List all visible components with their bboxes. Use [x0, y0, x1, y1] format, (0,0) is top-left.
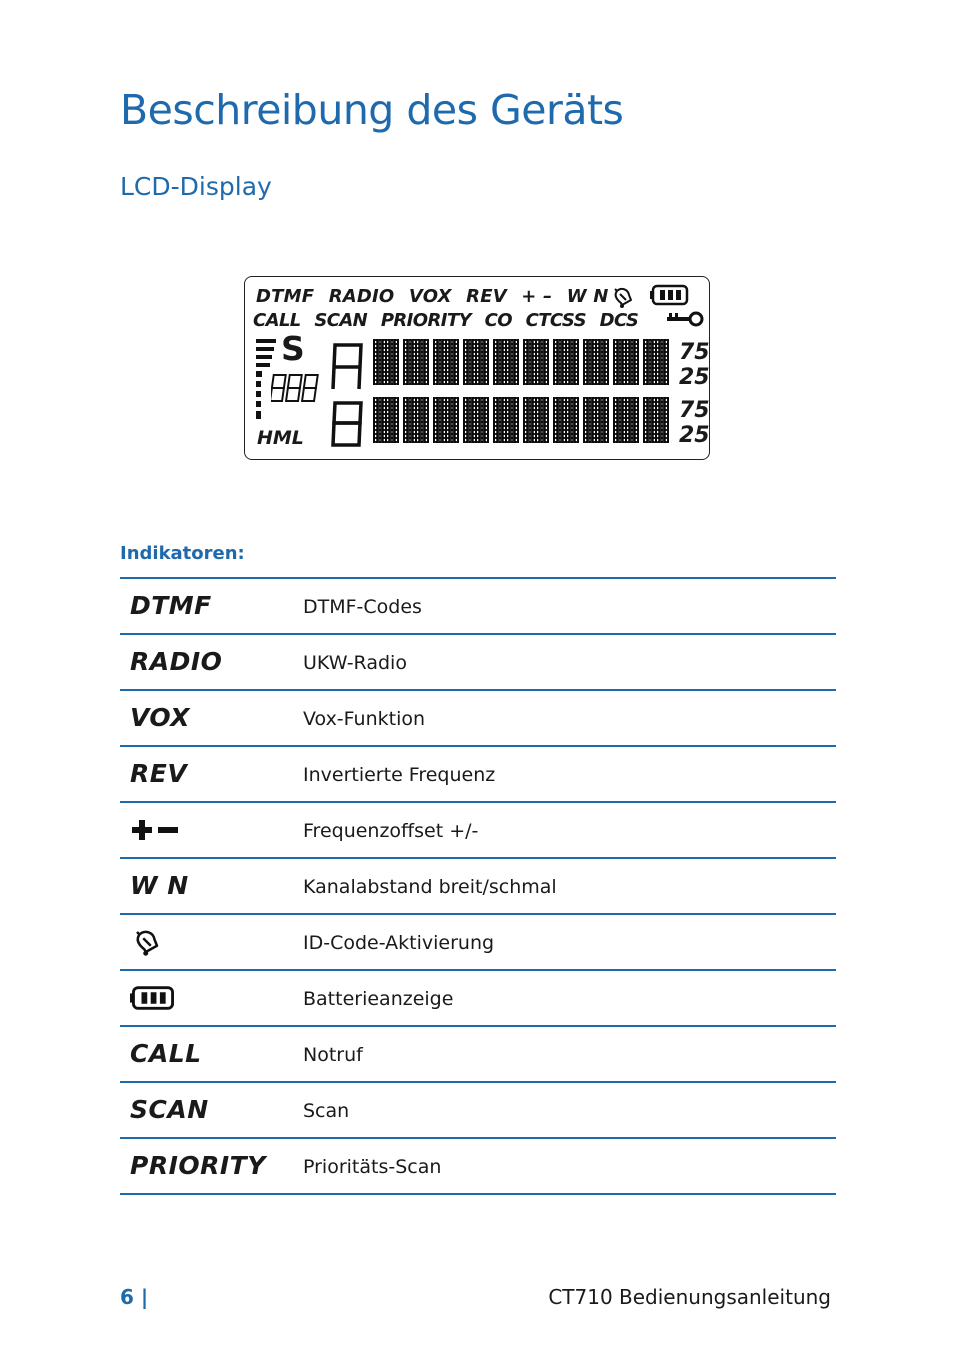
lcd-ctcss-label: CTCSS — [525, 310, 586, 331]
indicator-description: Notruf — [303, 1044, 363, 1066]
indicator-symbol: W N — [130, 871, 189, 900]
table-row — [120, 969, 836, 1025]
channel-digits-icon — [271, 373, 321, 405]
lcd-display-illustration — [244, 276, 710, 460]
table-row — [120, 1081, 836, 1137]
indicator-description: ID-Code-Aktivierung — [303, 932, 495, 954]
indicator-description: Batterieanzeige — [303, 988, 454, 1010]
indicator-description: Prioritäts-Scan — [303, 1156, 442, 1178]
table-row — [120, 745, 836, 801]
table-row — [120, 801, 836, 857]
lcd-row-top — [256, 286, 617, 307]
indicator-table — [120, 577, 836, 1195]
lcd-scan-label: SCAN — [314, 310, 368, 331]
lcd-dtmf-label: DTMF — [256, 286, 315, 307]
lcd-plus-minus-label: + – — [521, 286, 553, 307]
lcd-step-b-top: 75 — [679, 398, 710, 423]
lcd-wn-label: W N — [566, 286, 609, 307]
indicator-symbol: RADIO — [130, 647, 223, 676]
table-row — [120, 689, 836, 745]
bell-icon — [611, 285, 635, 309]
battery-icon — [130, 985, 176, 1011]
vfo-b-indicator-icon — [327, 397, 367, 451]
table-row — [120, 1137, 836, 1195]
page-number: 6 | — [120, 1285, 149, 1309]
indicator-symbol: CALL — [130, 1039, 202, 1068]
plus-minus-icon — [130, 816, 180, 844]
indicator-description: UKW-Radio — [303, 652, 407, 674]
lcd-s-label: S — [281, 329, 305, 368]
indicator-description: Kanalabstand breit/schmal — [303, 876, 557, 898]
page-title: Beschreibung des Geräts — [120, 86, 624, 134]
table-row — [120, 913, 836, 969]
indicator-description: Scan — [303, 1100, 350, 1122]
lcd-rev-label: REV — [466, 286, 507, 307]
lcd-co-label: CO — [484, 310, 512, 331]
lcd-step-b-bottom: 25 — [679, 423, 710, 448]
indicator-symbol: PRIORITY — [130, 1151, 266, 1180]
battery-icon — [650, 284, 690, 306]
bell-icon — [130, 927, 164, 957]
lcd-step-a-bottom: 25 — [679, 365, 710, 390]
table-row — [120, 857, 836, 913]
indicator-description: Frequenzoffset +/- — [303, 820, 479, 842]
indicator-symbol: VOX — [130, 703, 191, 732]
lcd-row-second — [253, 310, 646, 331]
table-row — [120, 633, 836, 689]
lcd-power-level-label: HML — [257, 427, 304, 449]
indicators-heading: Indikatoren: — [120, 543, 245, 564]
indicator-description: Vox-Funktion — [303, 708, 426, 730]
table-row — [120, 577, 836, 633]
table-row — [120, 1025, 836, 1081]
lcd-call-label: CALL — [253, 310, 301, 331]
lcd-priority-label: PRIORITY — [380, 310, 471, 331]
indicator-symbol: DTMF — [130, 591, 212, 620]
lcd-dcs-label: DCS — [599, 310, 639, 331]
indicator-description: DTMF-Codes — [303, 596, 422, 618]
indicator-symbol: SCAN — [130, 1095, 209, 1124]
vfo-a-indicator-icon — [327, 339, 367, 393]
section-title-lcd-display: LCD-Display — [120, 172, 272, 201]
indicator-symbol: REV — [130, 759, 188, 788]
footer-document-title: CT710 Bedienungsanleitung — [548, 1285, 831, 1309]
lcd-radio-label: RADIO — [328, 286, 395, 307]
key-lock-icon — [665, 310, 705, 328]
lcd-step-a-top: 75 — [679, 340, 710, 365]
indicator-description: Invertierte Frequenz — [303, 764, 496, 786]
lcd-vox-label: VOX — [408, 286, 452, 307]
